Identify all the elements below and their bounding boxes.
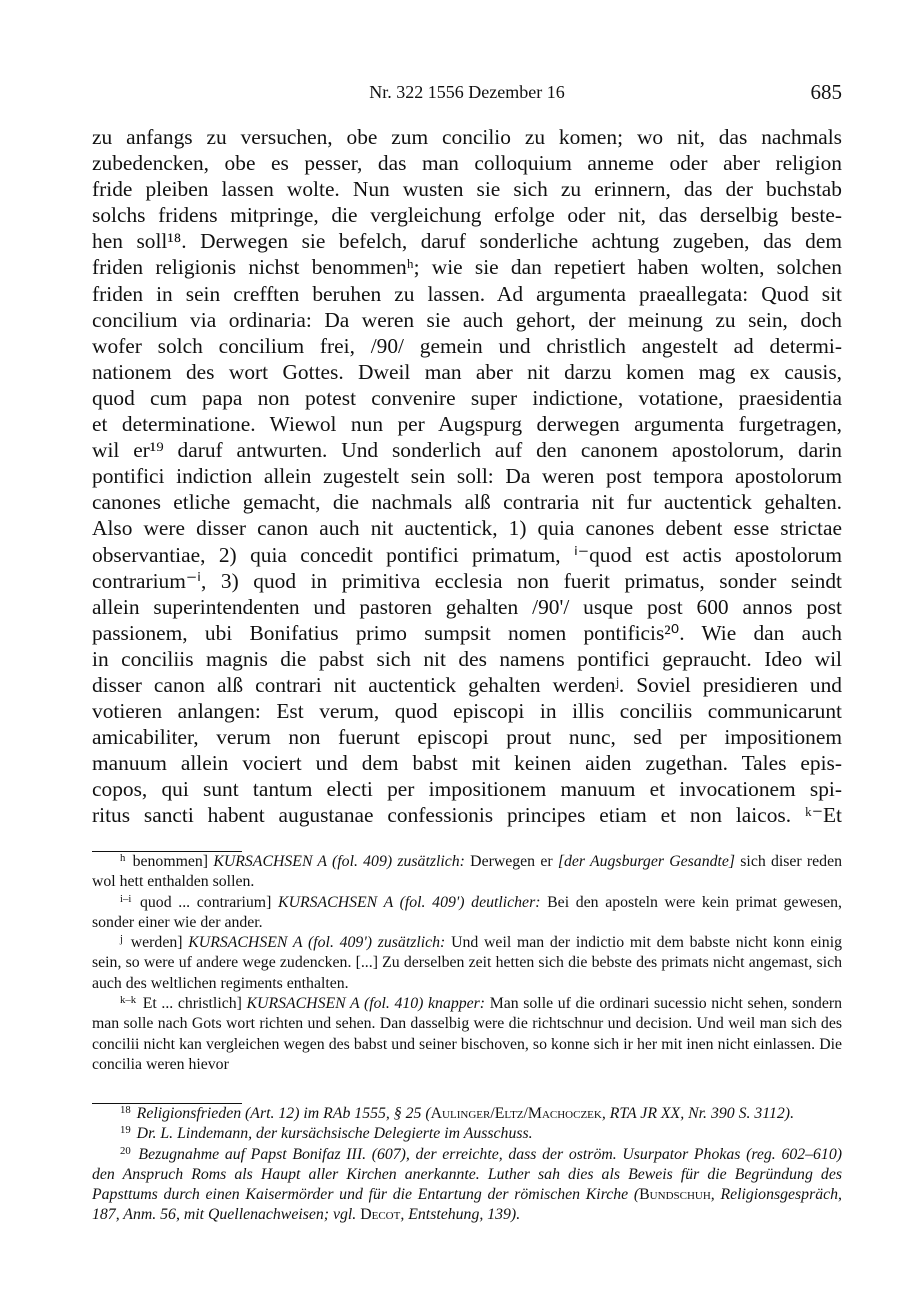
body-line: nationem des wort Gottes. Dweil man aber nit darzu komen mag ex causis, <box>92 359 842 384</box>
body-line: Also were disser canon auch nit auctentick, 1) quia canones debent esse strictae <box>92 516 842 541</box>
author-name: Decot <box>360 1206 401 1224</box>
footnote-text: , Religionsgespräch, 187, Anm. 56, mit Quellenachweisen; vgl. <box>92 1186 842 1224</box>
note-source: KURSACHSEN A (fol. 409) zusätzlich: <box>213 853 471 870</box>
note-marker: k–k <box>120 994 137 1007</box>
body-line: wil er¹⁹ daruf antwurten. Und sonderlich auf den canonem apostolorum, darin <box>92 438 842 463</box>
body-line: hen soll¹⁸. Derwegen sie befelch, daruf sonderliche achtung zugeben, das dem <box>92 229 842 254</box>
footnote-text: Bezugnahme auf Papst Bonifaz III. (607), der erreichte, dass der oström. Usurpator Phokas (reg. 602–610) den Anspruch Roms als Haupt aller Kirchen anerkannte. Luther sah dies als Beweis für die Begründung des Papsttums durch einen Kaisermörder und für die Entartung der römischen Kirche ( <box>92 1145 842 1204</box>
critical-note <box>92 994 842 1075</box>
note-lemma: Et ... christlich] <box>138 995 247 1013</box>
note-lemma: werden] <box>124 934 189 952</box>
body-line: allein superintendenten und pastoren gehalten /90'/ usque post 600 annos post <box>92 594 842 619</box>
historical-footnote <box>92 1145 842 1226</box>
author-name: Bundschuh <box>639 1186 711 1204</box>
historical-footnote <box>92 1124 842 1144</box>
note-editorial-insert: [der Augsburger Gesandte] <box>552 853 741 870</box>
running-title: Nr. 322 1556 Dezember 16 <box>369 82 565 102</box>
body-line: et determinatione. Wiewol nun per Augspurg derwegen argumenta furgetragen, <box>92 412 842 437</box>
body-line: copos, qui sunt tantum electi per impositionem manuum et invocationem spi- <box>92 777 842 802</box>
body-line: solchs fridens mitpringe, die vergleichung erfolge oder nit, das derselbig beste- <box>92 203 842 228</box>
body-line: disser canon alß contrari nit auctentick gehalten werdenʲ. Soviel presidieren und <box>92 672 842 697</box>
note-marker: h <box>120 852 126 865</box>
body-line: amicabiliter, verum non fuerunt episcopi prout nunc, sed per impositionem <box>92 725 842 750</box>
body-line: pontifici indiction allein zugestelt sein soll: Da weren post tempora apostolorum <box>92 464 842 489</box>
note-marker: j <box>120 933 123 946</box>
critical-note <box>92 893 842 934</box>
footnote-number: 20 <box>120 1144 131 1157</box>
body-line: zu anfangs zu versuchen, obe zum concilio zu komen; wo nit, das nachmals <box>92 125 842 149</box>
note-source: KURSACHSEN A (fol. 410) knapper: <box>246 995 490 1013</box>
body-line: fride pleiben lassen wolte. Nun wusten sie sich zu erinnern, das der buchstab <box>92 177 842 202</box>
body-line: ritus sancti habent augustanae confessionis principes etiam et non laicos. ᵏ⁻Et <box>92 803 842 828</box>
footnote-text: Dr. L. Lindemann, der kursächsische Delegierte im Ausschuss. <box>132 1125 533 1143</box>
critical-note <box>92 933 842 994</box>
body-line: observantiae, 2) quia concedit pontifici primatum, ⁱ⁻quod est actis apostolorum <box>92 542 842 567</box>
body-line: friden in sein crefften beruhen zu lassen. Ad argumenta praeallegata: Quod sit <box>92 281 842 306</box>
body-line: passionem, ubi Bonifatius primo sumpsit nomen pontificis²⁰. Wie dan auch <box>92 620 842 645</box>
body-line: wofer solch concilium frei, /90/ gemein und christlich angestelt ad determi- <box>92 333 842 358</box>
body-line: quod cum papa non potest convenire super indictione, votatione, praesidentia <box>92 385 842 410</box>
footnote-text: , RTA JR XX, Nr. 390 S. 3112). <box>601 1105 795 1122</box>
author-name: Aulinger/Eltz/Machoczek <box>430 1105 602 1122</box>
main-text <box>92 124 842 829</box>
footnote-text: , Entstehung, 139). <box>400 1206 521 1224</box>
note-text: Bei den aposteln were kein primat gewesen, sonder einer wie der ander. <box>92 893 842 931</box>
page-number: 685 <box>810 80 842 104</box>
note-text: Man solle uf die ordinari sucessio nicht sehen, sondern man solle nach Gots wort richten und sehen. Dan dasselbig were die richtschnur und decision. Und weil man sich des concilii nicht kan vergleichen wegen des babst und seiner bischoven, so konne sich ir her mit inen nicht einlassen. Die concilia weren hievor <box>92 995 843 1073</box>
body-line: votieren anlangen: Est verum, quod episcopi in illis conciliis communicarunt <box>92 699 842 724</box>
note-source: KURSACHSEN A (fol. 409') zusätzlich: <box>188 934 452 952</box>
footnote-number: 18 <box>120 1104 131 1117</box>
body-line: in conciliis magnis die pabst sich nit des namens pontifici gepraucht. Ideo wil <box>92 646 842 671</box>
body-line: friden religionis nichst benommenʰ; wie sie dan repetiert haben wolten, solchen <box>92 255 842 280</box>
historical-footnote <box>92 1104 842 1124</box>
note-source: KURSACHSEN A (fol. 409') deutlicher: <box>278 893 548 911</box>
note-text: Derwegen er <box>470 853 553 870</box>
body-line: concilium via ordinaria: Da weren sie auch gehort, der meinung zu sein, doch <box>92 307 842 332</box>
note-lemma: benommen] <box>127 853 214 870</box>
critical-note <box>92 852 842 893</box>
note-marker: i–i <box>120 892 132 905</box>
note-text: Und weil man der indictio mit dem babste nicht konn einig sein, so were uf andere wege zudencken. [...] Zu derselben zeit hetten sich die bebste des primats nicht angemast, sich auch des weltlichen regiments enthalten. <box>92 934 842 992</box>
note-text: sich diser reden wol hett enthalden sollen. <box>92 853 842 891</box>
critical-apparatus <box>92 852 842 1075</box>
body-line: zubedencken, obe es pesser, das man colloquium anneme oder aber religion <box>92 151 842 176</box>
body-line: manuum allein vociert und dem babst mit keinen aiden zugethan. Tales epis- <box>92 751 842 776</box>
body-line: canones etliche gemacht, die nachmals alß contraria nit fur auctentick gehalten. <box>92 490 842 515</box>
body-line: contrarium⁻ⁱ, 3) quod in primitiva ecclesia non fuerit primatus, sonder seindt <box>92 568 842 593</box>
running-header <box>92 80 842 106</box>
footnote-text: Religionsfrieden (Art. 12) im RAb 1555, § 25 ( <box>132 1105 431 1122</box>
historical-footnotes <box>92 1104 842 1226</box>
note-lemma: quod ... contrarium] <box>133 893 279 911</box>
footnote-number: 19 <box>120 1124 131 1137</box>
